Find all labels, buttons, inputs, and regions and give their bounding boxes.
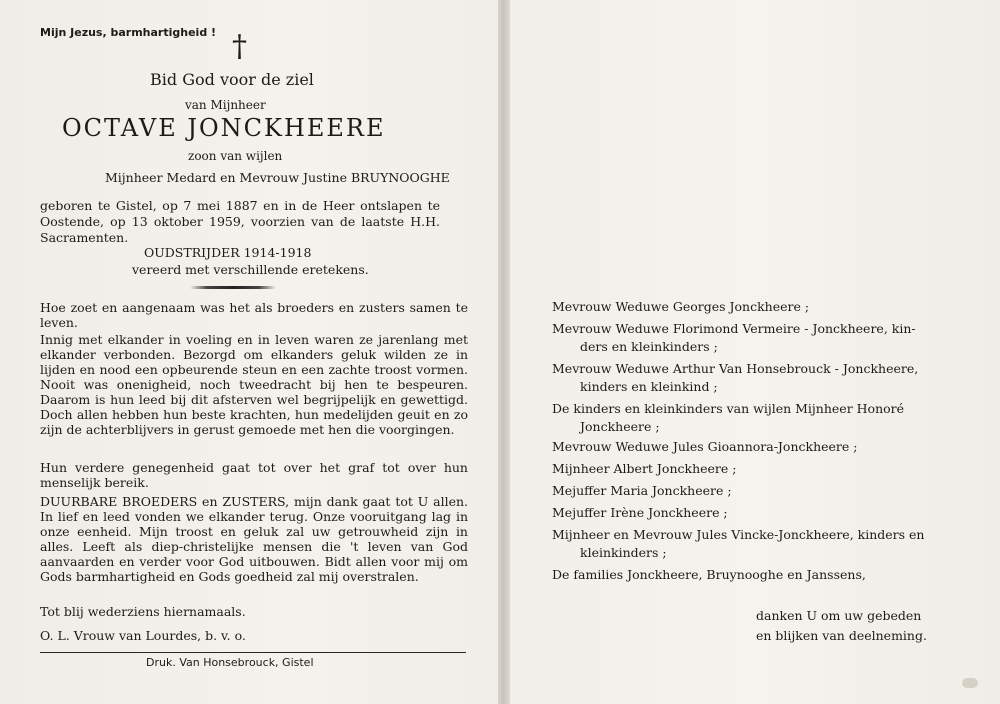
family-item (552, 460, 982, 478)
family-line-cont: Jonckheere ; (580, 419, 660, 434)
family-line-cont: ders en kleinkinders ; (580, 339, 718, 354)
family-item (552, 526, 982, 562)
paragraph-5: Tot blij wederziens hiernamaals. (40, 604, 246, 619)
heading-prayer: Bid God voor de ziel (150, 70, 314, 89)
parent-line-2: Mijnheer Medard en Mevrouw Justine BRUYNOOGHE (105, 170, 450, 185)
family-item (552, 360, 982, 396)
family-item (552, 566, 982, 584)
family-line-cont: kleinkinders ; (580, 545, 667, 560)
ornament-divider (190, 286, 276, 289)
family-item (552, 482, 982, 500)
family-line: Mejuffer Maria Jonckheere ; (552, 483, 732, 498)
honours-text: vereerd met verschillende eretekens. (132, 262, 369, 277)
family-item (552, 298, 982, 316)
family-line: Mevrouw Weduwe Florimond Vermeire - Jonckheere, kin- (552, 321, 916, 336)
deceased-name: OCTAVE JONCKHEERE (62, 114, 386, 142)
family-line: Mevrouw Weduwe Jules Gioannora-Jonckheere ; (552, 439, 858, 454)
thanks-block (756, 606, 927, 646)
paragraph-6: O. L. Vrouw van Lourdes, b. v. o. (40, 628, 246, 643)
paragraph-1: Hoe zoet en aangenaam was het als broeders en zusters samen te leven. (40, 300, 468, 330)
family-line: De kinders en kleinkinders van wijlen Mijnheer Honoré (552, 401, 905, 416)
family-line: De families Jonckheere, Bruynooghe en Janssens, (552, 567, 866, 582)
family-item (552, 320, 982, 356)
parent-line-1: zoon van wijlen (188, 149, 283, 163)
veteran-title: OUDSTRIJDER 1914-1918 (144, 245, 312, 260)
family-item (552, 438, 982, 456)
printer-credit: Druk. Van Honsebrouck, Gistel (146, 656, 314, 669)
paper-mark (962, 678, 978, 688)
thanks-line-2: en blijken van deelneming. (756, 628, 927, 643)
family-line: Mijnheer en Mevrouw Jules Vincke-Jonckheere, kinders en (552, 527, 925, 542)
heading-sir: van Mijnheer (185, 98, 266, 112)
family-line: Mijnheer Albert Jonckheere ; (552, 461, 737, 476)
family-item (552, 504, 982, 522)
family-line: Mevrouw Weduwe Georges Jonckheere ; (552, 299, 810, 314)
paragraph-2: Innig met elkander in voeling en in leven waren ze jarenlang met elkander verbonden. Bezorgd om elkanders geluk wilden ze in lijden en nood een opbeurende steun en een zachte troost vormen. Nooit was onenigheid, noch tweedracht bij hen te bespeuren. Daarom is hun leed bij dit afsterven wel begrijpelijk en gewettigd. Doch allen hebben hun beste krachten, hun medelijden geuit en zo zijn de achterblijvers in gerust gemoede met hen die voorgingen. (40, 332, 468, 437)
paragraph-4: DUURBARE BROEDERS en ZUSTERS, mijn dank gaat tot U allen. In lief en leed vonden we elkander terug. Onze vooruitgang lag in onze eenheid. Mijn troost en geluk zal uw getrouwheid zijn in alles. Leeft als diep-christelijke mensen die 't leven van God aanvaarden en verder voor God uitbouwen. Bidt allen voor mij om Gods barmhartigheid en Gods goedheid zal mij overstralen. (40, 494, 468, 584)
family-item (552, 400, 982, 436)
page-fold (498, 0, 510, 704)
family-line-cont: kinders en kleinkind ; (580, 379, 718, 394)
paragraph-3: Hun verdere genegenheid gaat tot over het graf tot over hun menselijk bereik. (40, 460, 468, 490)
bottom-rule (40, 652, 466, 653)
thanks-line-1: danken U om uw gebeden (756, 608, 922, 623)
birth-death-text: geboren te Gistel, op 7 mei 1887 en in de Heer ontslapen te Oostende, op 13 oktober 1959, voorzien van de laatste H.H. Sacramenten. (40, 198, 440, 245)
motto: Mijn Jezus, barmhartigheid ! (40, 26, 217, 39)
family-line: Mevrouw Weduwe Arthur Van Honsebrouck - Jonckheere, (552, 361, 919, 376)
cross-icon: † (232, 29, 247, 64)
family-line: Mejuffer Irène Jonckheere ; (552, 505, 728, 520)
